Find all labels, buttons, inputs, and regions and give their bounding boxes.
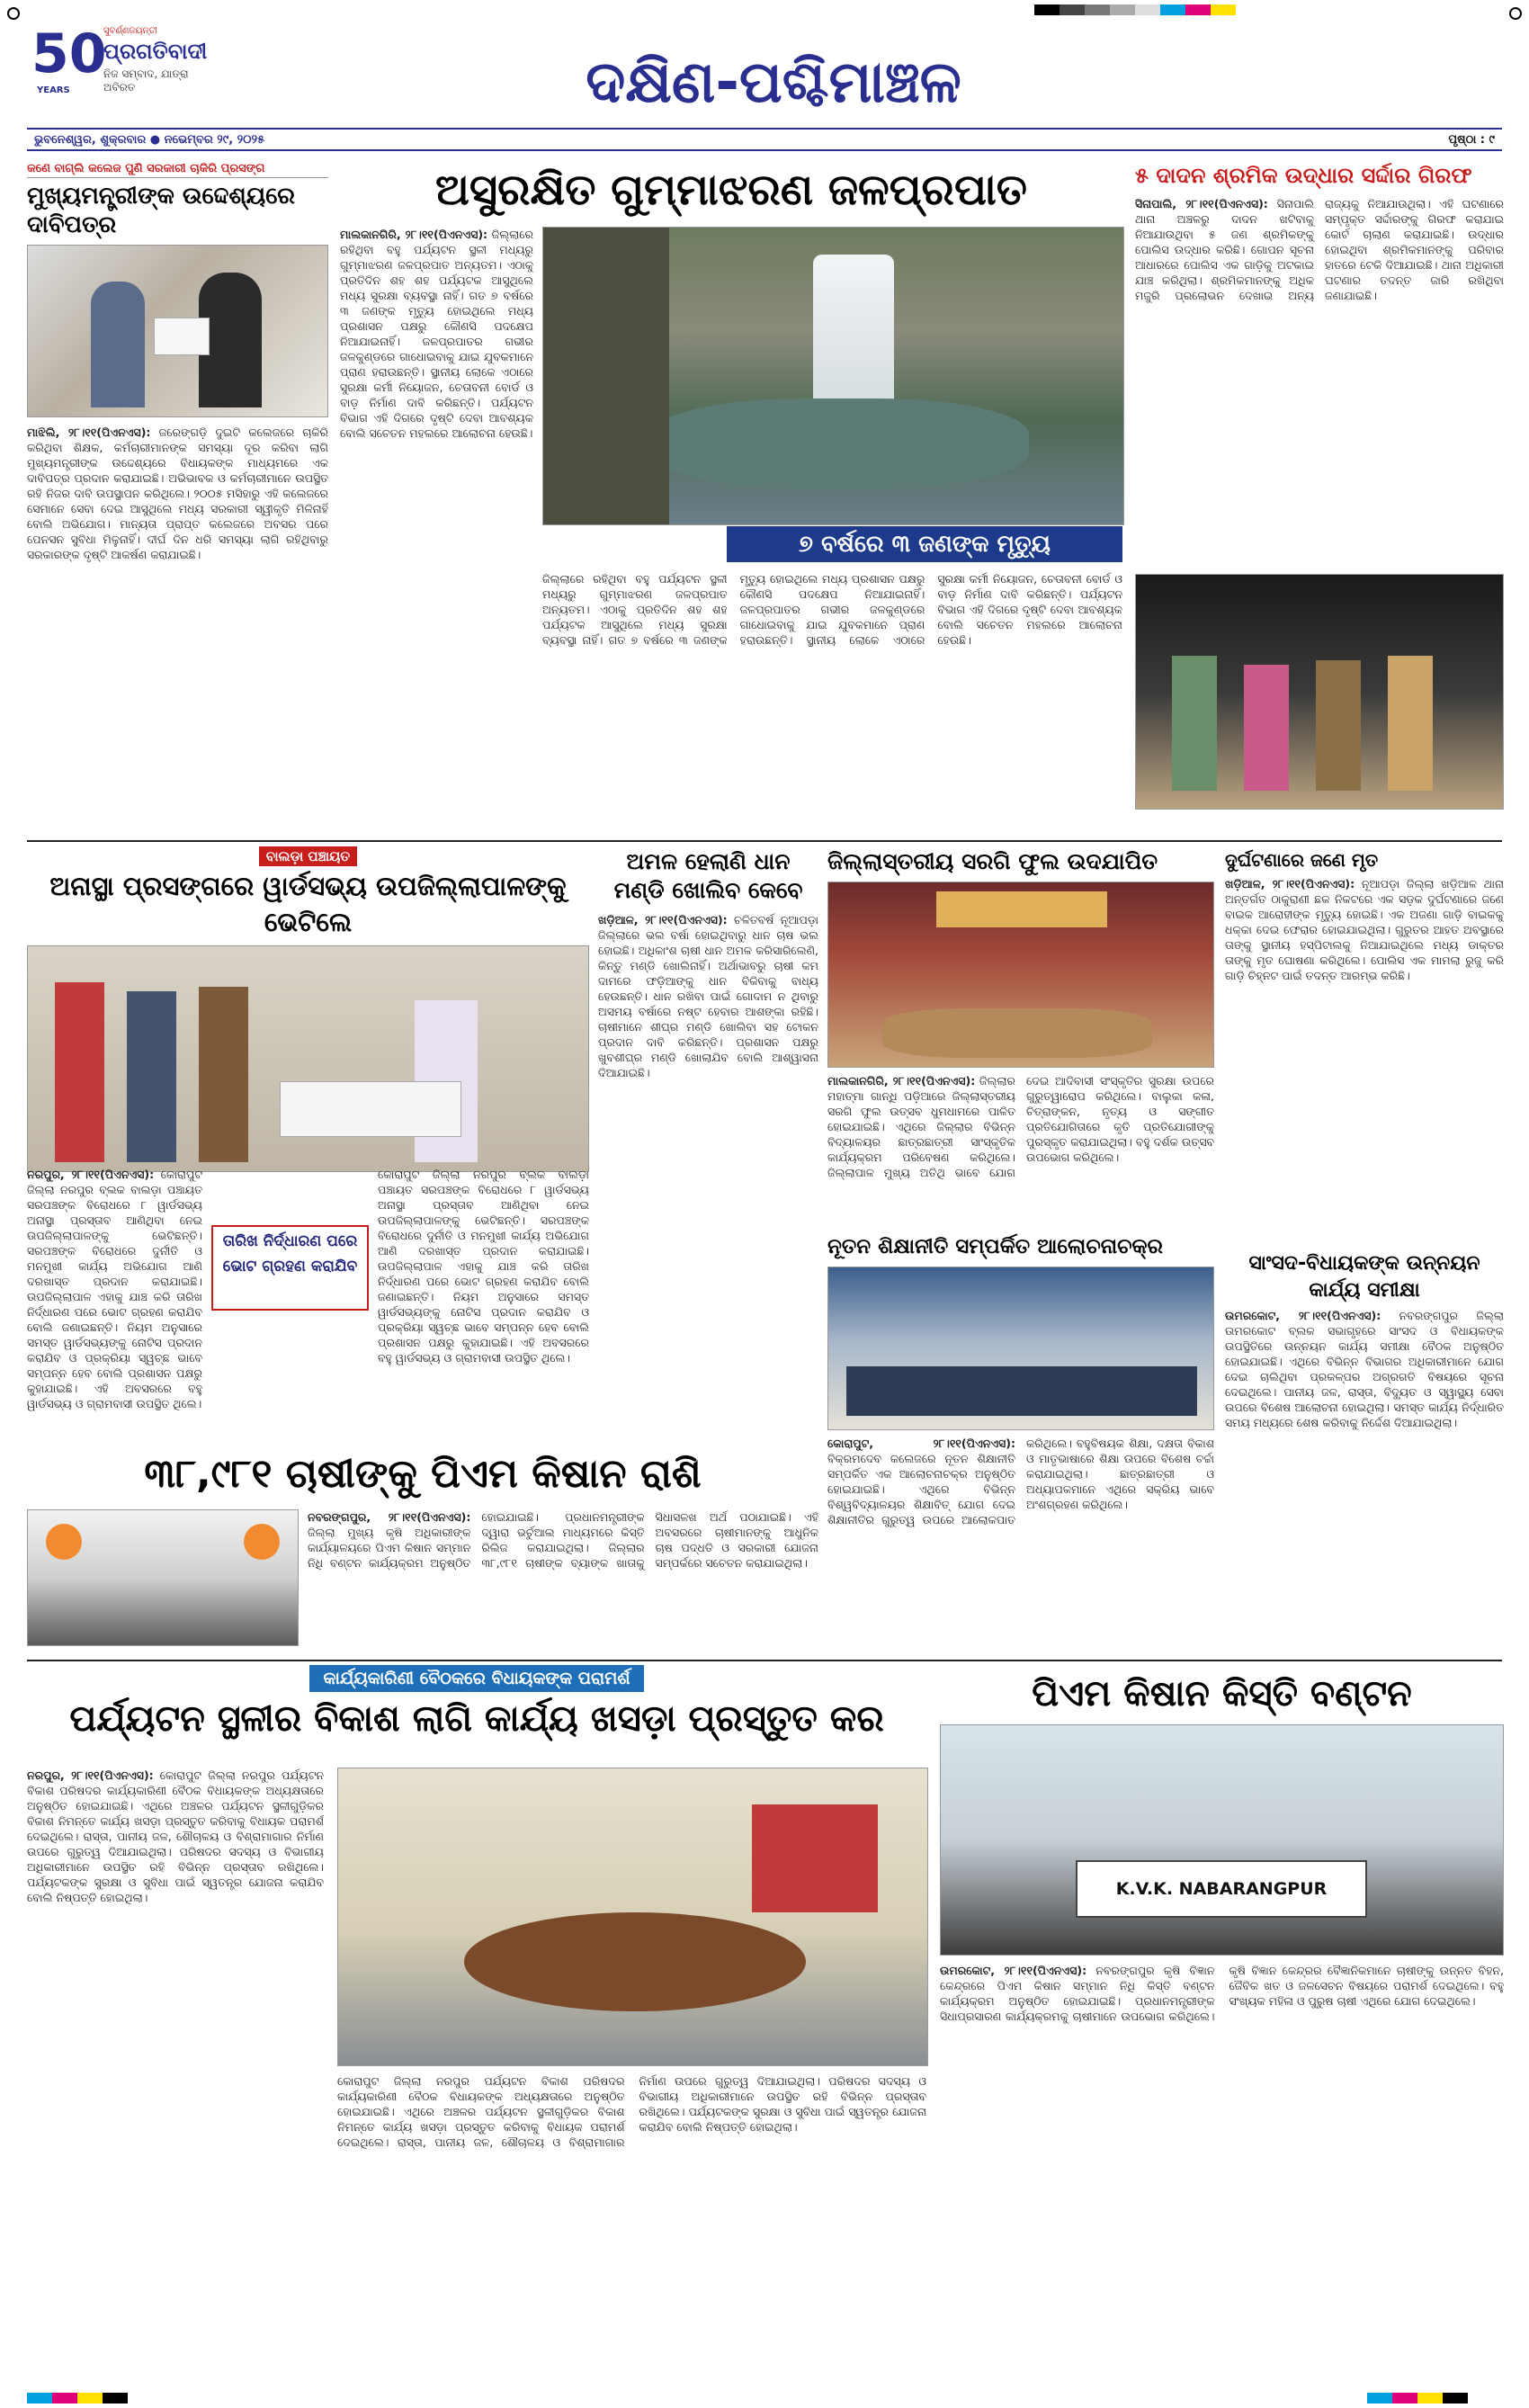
story-body-text: କୋରାପୁଟ ଜିଲ୍ଲା ନରପୁର ବ୍ଲକ ବାଲଡ଼ା ପଞ୍ଚାୟତ ସରପଞ୍ଚଙ୍କ ବିରୋଧରେ ୮ ୱାର୍ଡସଭ୍ୟ ଅନାସ୍ଥା ପ୍ରସ୍ତାବ ଆଣିଥିବା ନେଇ ଉପଜିଲ୍ଲାପାଳଙ୍କୁ ଭେଟିଛନ୍ତି। ସରପଞ୍ଚଙ୍କ ବିରୋଧରେ ଦୁର୍ନୀତି ଓ ମନମୁଖୀ କାର୍ଯ୍ୟ ଅଭିଯୋଗ ଆଣି ଦରଖାସ୍ତ ପ୍ରଦାନ କରାଯାଇଛି। ଉପଜିଲ୍ଲାପାଳ ଏହାକୁ ଯାଞ୍ଚ କରି ତାରିଖ ନିର୍ଦ୍ଧାରଣ ପରେ ଭୋଟ ଗ୍ରହଣ କରାଯିବ ବୋଲି ଜଣାଇଛନ୍ତି। ନିୟମ ଅନୁସାରେ ସମସ୍ତ ୱାର୍ଡସଭ୍ୟଙ୍କୁ ନୋଟିସ ପ୍ରଦାନ କରାଯିବ ଓ ପ୍ରକ୍ରିୟା ସ୍ୱଚ୍ଛ ଭାବେ ସମ୍ପନ୍ନ ହେବ ବୋଲି ପ୍ରଶାସନ ପକ୍ଷରୁ କୁହାଯାଇଛି। ଏହି ଅବସରରେ ବହୁ ୱାର୍ଡସଭ୍ୟ ଓ ଗ୍ରାମବାସୀ ଉପସ୍ଥିତ ଥିଲେ। [378, 1168, 589, 1365]
story-dateline: ଉମରକୋଟ, ୨୮।୧୧(ପିଏନଏସ): [1225, 1309, 1381, 1322]
kisan-event-photo [27, 1509, 299, 1646]
anniversary-number: 50 [31, 22, 107, 85]
story-sargi-festival [827, 847, 1214, 1225]
color-bar [1367, 2393, 1468, 2404]
section-title: ଦକ୍ଷିଣ-ପଶ୍ଚିମାଞ୍ଚଳ [586, 49, 961, 116]
masthead-logo [31, 22, 220, 126]
anniversary-text: ସୁବର୍ଣ୍ଣଜୟନ୍ତୀ [103, 26, 157, 36]
story-review [1225, 1250, 1504, 1610]
story-headline: ଦୁର୍ଘଟଣାରେ ଜଣେ ମୃତ [1225, 849, 1379, 871]
edition-strip [27, 128, 1502, 151]
story-body: ଜିଲ୍ଲାରେ ରହିଥିବା ବହୁ ପର୍ଯ୍ୟଟନ ସ୍ଥଳୀ ମଧ୍ୟରୁ ଗୁମ୍ମାଝରଣ ଜଳପ୍ରପାତ ଅନ୍ୟତମ। ଏଠାକୁ ପ୍ରତିଦିନ ଶହ ଶହ ପର୍ଯ୍ୟଟକ ଆସୁଥିଲେ ମଧ୍ୟ ସୁରକ୍ଷା ବ୍ୟବସ୍ଥା ନାହିଁ। ଗତ ୭ ବର୍ଷରେ ୩ ଜଣଙ୍କ ମୃତ୍ୟୁ ହୋଇଥିଲେ ମଧ୍ୟ ପ୍ରଶାସନ ପକ୍ଷରୁ କୌଣସି ପଦକ୍ଷେପ ନିଆଯାଇନାହିଁ। ଜଳପ୍ରପାତର ଗଭୀର ଜଳକୁଣ୍ଡରେ ଗାଧୋଇବାକୁ ଯାଇ ଯୁବକମାନେ ପ୍ରାଣ ହରାଉଛନ୍ତି। ସ୍ଥାନୀୟ ଲୋକେ ଏଠାରେ ସୁରକ୍ଷା କର୍ମୀ ନିୟୋଜନ, ଚେତାବନୀ ବୋର୍ଡ ଓ ବାଡ଼ ନିର୍ମାଣ ଦାବି କରିଛନ୍ତି। ପର୍ଯ୍ୟଟନ ବିଭାଗ ଏହି ଦିଗରେ ଦୃଷ୍ଟି ଦେବା ଆବଶ୍ୟକ ବୋଲି ସଚେତନ ମହଲରେ ଆଲୋଚନା ହେଉଛି। [340, 228, 533, 440]
story-dateline: କୋରାପୁଟ, ୨୮।୧୧(ପିଏନଏସ): [827, 1437, 1015, 1450]
story-education [827, 1232, 1214, 1610]
story-dateline: ସିନାପାଲି, ୨୮।୧୧(ପିଏନଏସ): [1135, 197, 1268, 210]
story-body: କୋରାପୁଟ ଜିଲ୍ଲା ନରପୁର ପର୍ଯ୍ୟଟନ ବିକାଶ ପରିଷଦର କାର୍ଯ୍ୟକାରିଣୀ ବୈଠକ ବିଧାୟକଙ୍କ ଅଧ୍ୟକ୍ଷତାରେ ଅନୁଷ୍ଠିତ ହୋଇଯାଇଛି। ଏଥିରେ ଅଞ୍ଚଳର ପର୍ଯ୍ୟଟନ ସ୍ଥଳୀଗୁଡ଼ିକର ବିକାଶ ନିମନ୍ତେ କାର୍ଯ୍ୟ ଖସଡ଼ା ପ୍ରସ୍ତୁତ କରିବାକୁ ବିଧାୟକ ପରାମର୍ଶ ଦେଇଥିଲେ। ରାସ୍ତା, ପାନୀୟ ଜଳ, ଶୌଚାଳୟ ଓ ବିଶ୍ରାମାଗାର ନିର୍ମାଣ ଉପରେ ଗୁରୁତ୍ୱ ଦିଆଯାଇଥିଲା। ପରିଷଦର ସଦସ୍ୟ ଓ ବିଭାଗୀୟ ଅଧିକାରୀମାନେ ଉପସ୍ଥିତ ରହି ବିଭିନ୍ନ ପ୍ରସ୍ତାବ ରଖିଥିଲେ। ପର୍ଯ୍ୟଟକଙ୍କ ସୁରକ୍ଷା ଓ ସୁବିଧା ପାଇଁ ସ୍ୱତନ୍ତ୍ର ଯୋଜନା କରାଯିବ ବୋଲି ନିଷ୍ପତ୍ତି ହୋଇଥିଲା। [27, 1768, 324, 1904]
registration-mark [7, 7, 20, 20]
story-headline: ପର୍ଯ୍ୟଟନ ସ୍ଥଳୀର ବିକାଶ ଲାଗି କାର୍ଯ୍ୟ ଖସଡ଼ା ପ୍ରସ୍ତୁତ କର [69, 1698, 884, 1740]
color-bar [27, 2393, 128, 2404]
story-dateline: ଖଡ଼ିଆଳ, ୨୮।୧୧(ପିଏନଏସ): [1225, 877, 1355, 891]
story-headline: ପିଏମ କିଷାନ କିସ୍ତି ବଣ୍ଟନ [1032, 1673, 1412, 1714]
story-dateline: ଖଡ଼ିଆଳ, ୨୮।୧୧(ପିଏନଏସ): [598, 913, 728, 926]
story-headline: ସାଂସଦ-ବିଧାୟକଙ୍କ ଉନ୍ନୟନ କାର୍ଯ୍ୟ ସମୀକ୍ଷା [1248, 1252, 1480, 1302]
memorandum-photo [27, 245, 328, 417]
story-paddy [598, 847, 818, 1441]
tagline: ନିଜ ସମ୍ବାଦ, ଯାତ୍ରା ଅବିରତ [103, 67, 189, 94]
kvk-photo [940, 1724, 1504, 1956]
waterfall-photo [542, 227, 1124, 525]
story-body-continued [378, 1167, 589, 1437]
story-dateline: ନରପୁର, ୨୮।୧୧(ପିଏନଏସ): [27, 1168, 155, 1181]
photo-caption: ୭ ବର୍ଷରେ ୩ ଜଣଙ୍କ ମୃତ୍ୟୁ [727, 526, 1122, 562]
edition-line: ଭୁବନେଶ୍ୱର, ଶୁକ୍ରବାର ● ନଭେମ୍ବର ୨୯, ୨୦୨୫ [34, 133, 265, 147]
story-headline: ଅସୁରକ୍ଷିତ ଗୁମ୍ମାଝରଣ ଜଳପ୍ରପାତ [434, 165, 1028, 215]
story-kicker: ବାଲଡ଼ା ପଞ୍ଚାୟତ [259, 846, 357, 866]
tourism-meeting-photo [337, 1768, 928, 2066]
labourers-photo [1135, 574, 1504, 810]
story-kisan-distribution [940, 1669, 1504, 2388]
story-body: ନୂଆପଡ଼ା ଜିଲ୍ଲା ଖଡ଼ିଆଳ ଥାନା ଅନ୍ତର୍ଗତ ଠାକୁରାଣୀ ଛକ ନିକଟରେ ଏକ ସଡ଼କ ଦୁର୍ଘଟଣାରେ ଜଣେ ବାଇକ ଆରୋହୀଙ୍କ ମୃତ୍ୟୁ ହୋଇଛି। ଏକ ଅଜଣା ଗାଡ଼ି ବାଇକକୁ ଧକ୍କା ଦେଇ ଫେରାର ହୋଇଯାଇଥିଲା। ଗୁରୁତର ଆହତ ଅବସ୍ଥାରେ ତାଙ୍କୁ ସ୍ଥାନୀୟ ହସ୍ପିଟାଲକୁ ନିଆଯାଇଥିଲେ ମଧ୍ୟ ଡାକ୍ତର ତାଙ୍କୁ ମୃତ ଘୋଷଣା କରିଥିଲେ। ପୋଲିସ ଏକ ମାମଲା ରୁଜୁ କରି ଗାଡ଼ି ଚିହ୍ନଟ ପାଇଁ ତଦନ୍ତ ଆରମ୍ଭ କରିଛି। [1225, 877, 1504, 982]
story-headline: ଜିଲ୍ଲାସ୍ତରୀୟ ସରଗି ଫୁଲ ଉଦଯାପିତ [827, 848, 1158, 874]
story-body-text: କୋରାପୁଟ ଜିଲ୍ଲା ନରପୁର ପର୍ଯ୍ୟଟନ ବିକାଶ ପରିଷଦର କାର୍ଯ୍ୟକାରିଣୀ ବୈଠକ ବିଧାୟକଙ୍କ ଅଧ୍ୟକ୍ଷତାରେ ଅନୁଷ୍ଠିତ ହୋଇଯାଇଛି। ଏଥିରେ ଅଞ୍ଚଳର ପର୍ଯ୍ୟଟନ ସ୍ଥଳୀଗୁଡ଼ିକର ବିକାଶ ନିମନ୍ତେ କାର୍ଯ୍ୟ ଖସଡ଼ା ପ୍ରସ୍ତୁତ କରିବାକୁ ବିଧାୟକ ପରାମର୍ଶ ଦେଇଥିଲେ। ରାସ୍ତା, ପାନୀୟ ଜଳ, ଶୌଚାଳୟ ଓ ବିଶ୍ରାମାଗାର ନିର୍ମାଣ ଉପରେ ଗୁରୁତ୍ୱ ଦିଆଯାଇଥିଲା। ପରିଷଦର ସଦସ୍ୟ ଓ ବିଭାଗୀୟ ଅଧିକାରୀମାନେ ଉପସ୍ଥିତ ରହି ବିଭିନ୍ନ ପ୍ରସ୍ତାବ ରଖିଥିଲେ। ପର୍ଯ୍ୟଟକଙ୍କ ସୁରକ୍ଷା ଓ ସୁବିଧା ପାଇଁ ସ୍ୱତନ୍ତ୍ର ଯୋଜନା କରାଯିବ ବୋଲି ନିଷ୍ପତ୍ତି ହୋଇଥିଲା। [337, 2074, 926, 2149]
story-dateline: ନବରଙ୍ଗପୁର, ୨୮।୧୧(ପିଏନଏସ): [308, 1510, 471, 1524]
story-body: ଚଳିତବର୍ଷ ନୂଆପଡ଼ା ଜିଲ୍ଲାରେ ଭଲ ବର୍ଷା ହୋଇଥିବାରୁ ଧାନ ଚାଷ ଭଲ ହୋଇଛି। ଅଧିକାଂଶ ଚାଷୀ ଧାନ ଅମଳ କରିସାରିଲେଣି, କିନ୍ତୁ ମଣ୍ଡି ଖୋଲିନାହିଁ। ଅର୍ଥାଭାବରୁ ଚାଷୀ କମ ଦାମରେ ଫଡ଼ିଆଙ୍କୁ ଧାନ ବିକିବାକୁ ବାଧ୍ୟ ହେଉଛନ୍ତି। ଧାନ ରଖିବା ପାଇଁ ଗୋଦାମ ନ ଥିବାରୁ ଅସମୟ ବର୍ଷାରେ ନଷ୍ଟ ହେବାର ଆଶଙ୍କା ରହିଛି। ଚାଷୀମାନେ ଶୀଘ୍ର ମଣ୍ଡି ଖୋଲିବା ସହ ଟୋକନ ପ୍ରଦାନ ଦାବି କରିଛନ୍ତି। ପ୍ରଶାସନ ପକ୍ଷରୁ ଖୁବଶୀଘ୍ର ମଣ୍ଡି ଖୋଲାଯିବ ବୋଲି ଆଶ୍ୱାସନା ଦିଆଯାଇଛି। [598, 913, 818, 1079]
story-labourers [1135, 162, 1504, 837]
story-body: ବିକ୍ରମଦେବ କଲେଜରେ ନୂତନ ଶିକ୍ଷାନୀତି ସମ୍ପର୍କିତ ଏକ ଆଲୋଚନାଚକ୍ର ଅନୁଷ୍ଠିତ ହୋଇଯାଇଛି। ଏଥିରେ ବିଭିନ୍ନ ବିଶ୍ୱବିଦ୍ୟାଳୟର ଶିକ୍ଷାବିତ୍ ଯୋଗ ଦେଇ ଶିକ୍ଷାନୀତିର ଗୁରୁତ୍ୱ ଉପରେ ଆଲୋକପାତ କରିଥିଲେ। ବହୁବିଷୟକ ଶିକ୍ଷା, ଦକ୍ଷତା ବିକାଶ ଓ ମାତୃଭାଷାରେ ଶିକ୍ଷା ଉପରେ ବିଶେଷ ଚର୍ଚ୍ଚା କରାଯାଇଥିଲା। ଛାତ୍ରଛାତ୍ରୀ ଓ ଅଧ୍ୟାପକମାନେ ଏଥିରେ ସକ୍ରିୟ ଭାବେ ଅଂଶଗ୍ରହଣ କରିଥିଲେ। [827, 1437, 1214, 1526]
kvk-banner: K.V.K. NABARANGPUR [1076, 1860, 1367, 1918]
paper-name: ପ୍ରଗତିବାଦୀ [103, 39, 208, 64]
story-body: ଜିଲ୍ଲାର ମହାତ୍ମା ଗାନ୍ଧି ପଡ଼ିଆରେ ଜିଲ୍ଲାସ୍ତରୀୟ ସରଗି ଫୁଲ ଉତ୍ସବ ଧୁମଧାମରେ ପାଳିତ ହୋଇଯାଇଛି। ଏଥିରେ ଜିଲ୍ଲାର ବିଭିନ୍ନ ବିଦ୍ୟାଳୟର ଛାତ୍ରଛାତ୍ରୀ ସାଂସ୍କୃତିକ କାର୍ଯ୍ୟକ୍ରମ ପରିବେଷଣ କରିଥିଲେ। ଜିଲ୍ଲାପାଳ ମୁଖ୍ୟ ଅତିଥି ଭାବେ ଯୋଗ ଦେଇ ଆଦିବାସୀ ସଂସ୍କୃତିର ସୁରକ୍ଷା ଉପରେ ଗୁରୁତ୍ୱାରୋପ କରିଥିଲେ। ବାଲୁକା କଳା, ଚିତ୍ରାଙ୍କନ, ନୃତ୍ୟ ଓ ସଙ୍ଗୀତ ପ୍ରତିଯୋଗିତାରେ କୃତି ପ୍ରତିଯୋଗୀଙ୍କୁ ପୁରସ୍କୃତ କରାଯାଇଥିଲା। ବହୁ ଦର୍ଶକ ଉତ୍ସବ ଉପଭୋଗ କରିଥିଲେ। [827, 1074, 1214, 1179]
story-pm-kisan-farmers [27, 1448, 818, 1651]
years-label: YEARS [37, 85, 70, 95]
story-body: ନବରଙ୍ଗପୁର ଜିଲ୍ଲା ଉମରକୋଟ ବ୍ଲକ ସଭାଗୃହରେ ସାଂସଦ ଓ ବିଧାୟକଙ୍କ ଉପସ୍ଥିତିରେ ଉନ୍ନୟନ କାର୍ଯ୍ୟ ସମୀକ୍ଷା ବୈଠକ ଅନୁଷ୍ଠିତ ହୋଇଯାଇଛି। ଏଥିରେ ବିଭିନ୍ନ ବିଭାଗର ଅଧିକାରୀମାନେ ଯୋଗ ଦେଇ ଚାଲିଥିବା ପ୍ରକଳ୍ପର ଅଗ୍ରଗତି ବିଷୟରେ ସୂଚନା ଦେଇଥିଲେ। ପାନୀୟ ଜଳ, ରାସ୍ତା, ବିଦ୍ୟୁତ ଓ ସ୍ୱାସ୍ଥ୍ୟ ସେବା ଉପରେ ବିଶେଷ ଆଲୋଚନା ହୋଇଥିଲା। ସମସ୍ତ କାର୍ଯ୍ୟ ନିର୍ଦ୍ଧାରିତ ସମୟ ମଧ୍ୟରେ ଶେଷ କରିବାକୁ ନିର୍ଦ୍ଦେଶ ଦିଆଯାଇଥିଲା। [1225, 1309, 1504, 1429]
section-divider [27, 840, 1502, 842]
story-tourism [27, 1669, 926, 2388]
story-body: ଜିଲ୍ଲା ମୁଖ୍ୟ କୃଷି ଅଧିକାରୀଙ୍କ କାର୍ଯ୍ୟାଳୟରେ ପିଏମ କିଷାନ ସମ୍ମାନ ନିଧି ବଣ୍ଟନ କାର୍ଯ୍ୟକ୍ରମ ଅନୁଷ୍ଠିତ ହୋଇଯାଇଛି। ପ୍ରଧାନମନ୍ତ୍ରୀଙ୍କ ଦ୍ୱାରା ଭର୍ଚୁଆଲ ମାଧ୍ୟମରେ କିସ୍ତି ରିଲିଜ କରାଯାଇଥିଲା। ଜିଲ୍ଲାର ୩୮,୯୮୧ ଚାଷୀଙ୍କ ବ୍ୟାଙ୍କ ଖାତାକୁ ସିଧାସଳଖ ଅର୍ଥ ପଠାଯାଇଛି। ଏହି ଅବସରରେ ଚାଷୀମାନଙ୍କୁ ଆଧୁନିକ ଚାଷ ପଦ୍ଧତି ଓ ସରକାରୀ ଯୋଜନା ସମ୍ପର୍କରେ ସଚେତନ କରାଯାଇଥିଲା। [308, 1510, 818, 1570]
section-divider [27, 1660, 1502, 1661]
story-dateline: ମାଲକାନଗିରି, ୨୮।୧୧(ପିଏନଏସ): [340, 228, 488, 241]
story-body: ସିନାପାଲି ଥାନା ଅଞ୍ଚଳରୁ ଦାଦନ ଖଟିବାକୁ ନିଆଯାଉଥିବା ୫ ଜଣ ଶ୍ରମିକଙ୍କୁ ପୋଲିସ ଉଦ୍ଧାର କରିଛି। ଗୋପନ ସୂଚନା ଆଧାରରେ ପୋଲିସ ଏକ ଗାଡ଼ିକୁ ଅଟକାଇ ଯାଞ୍ଚ କରିଥିଲା। ଶ୍ରମିକମାନଙ୍କୁ ଅଧିକ ମଜୁରି ପ୍ରଲୋଭନ ଦେଖାଇ ଅନ୍ୟ ରାଜ୍ୟକୁ ନିଆଯାଉଥିଲା। ଏହି ଘଟଣାରେ ସମ୍ପୃକ୍ତ ସର୍ଦ୍ଦାରଙ୍କୁ ଗିରଫ କରାଯାଇ କୋର୍ଟ ଚାଲାଣ କରାଯାଇଛି। ଉଦ୍ଧାର ହୋଇଥିବା ଶ୍ରମିକମାନଙ୍କୁ ପରିବାର ହାତରେ ଟେକି ଦିଆଯାଇଛି। ଥାନା ଅଧିକାରୀ ଘଟଣାର ତଦନ୍ତ ଜାରି ରଖିଥିବା ଜଣାଯାଇଛି। [1135, 197, 1504, 302]
story-waterfall [340, 162, 1122, 828]
story-dateline: ନରପୁର, ୨୮।୧୧(ପିଏନଏସ): [27, 1768, 154, 1782]
story-memorandum [27, 162, 328, 837]
story-headline: ନୂତନ ଶିକ୍ଷାନୀତି ସମ୍ପର୍କିତ ଆଲୋଚନାଚକ୍ର [827, 1235, 1163, 1258]
story-dateline: ମାଝିଲି, ୨୮।୧୧(ପିଏନଏସ): [27, 425, 151, 439]
registration-mark [1509, 7, 1522, 20]
story-body: କୋରାପୁଟ ଜିଲ୍ଲା ନରପୁର ବ୍ଲକ ବାଲଡ଼ା ପଞ୍ଚାୟତ ସରପଞ୍ଚଙ୍କ ବିରୋଧରେ ୮ ୱାର୍ଡସଭ୍ୟ ଅନାସ୍ଥା ପ୍ରସ୍ତାବ ଆଣିଥିବା ନେଇ ଉପଜିଲ୍ଲାପାଳଙ୍କୁ ଭେଟିଛନ୍ତି। ସରପଞ୍ଚଙ୍କ ବିରୋଧରେ ଦୁର୍ନୀତି ଓ ମନମୁଖୀ କାର୍ଯ୍ୟ ଅଭିଯୋଗ ଆଣି ଦରଖାସ୍ତ ପ୍ରଦାନ କରାଯାଇଛି। ଉପଜିଲ୍ଲାପାଳ ଏହାକୁ ଯାଞ୍ଚ କରି ତାରିଖ ନିର୍ଦ୍ଧାରଣ ପରେ ଭୋଟ ଗ୍ରହଣ କରାଯିବ ବୋଲି ଜଣାଇଛନ୍ତି। ନିୟମ ଅନୁସାରେ ସମସ୍ତ ୱାର୍ଡସଭ୍ୟଙ୍କୁ ନୋଟିସ ପ୍ରଦାନ କରାଯିବ ଓ ପ୍ରକ୍ରିୟା ସ୍ୱଚ୍ଛ ଭାବେ ସମ୍ପନ୍ନ ହେବ ବୋଲି ପ୍ରଶାସନ ପକ୍ଷରୁ କୁହାଯାଇଛି। ଏହି ଅବସରରେ ବହୁ ୱାର୍ଡସଭ୍ୟ ଓ ଗ୍ରାମବାସୀ ଉପସ୍ଥିତ ଥିଲେ। [27, 1168, 202, 1410]
color-bar [1034, 4, 1236, 15]
story-no-confidence [27, 847, 589, 1441]
festival-photo [827, 882, 1214, 1068]
story-kicker: କଣେ ବାଗ୍ଲି କଲେଜ ପୁଣି ସରକାରୀ ଚାକିରି ପ୍ରସଙ୍ଗ [27, 162, 328, 178]
story-dateline: ଉମରକୋଟ, ୨୮।୧୧(ପିଏନଏସ): [940, 1964, 1087, 1977]
story-body-continued [337, 2073, 926, 2379]
story-headline: ୫ ଦାଦନ ଶ୍ରମିକ ଉଦ୍ଧାର ସର୍ଦ୍ଦାର ଗିରଫ [1135, 163, 1472, 188]
story-body-continued [542, 571, 1122, 823]
story-accident [1225, 847, 1504, 1243]
story-headline: ୩୮,୯୮୧ ଚାଷୀଙ୍କୁ ପିଏମ କିଷାନ ରାଶି [144, 1451, 702, 1497]
story-body: ନବରଙ୍ଗପୁର କୃଷି ବିଜ୍ଞାନ କେନ୍ଦ୍ରରେ ପିଏମ କିଷାନ ସମ୍ମାନ ନିଧି କିସ୍ତି ବଣ୍ଟନ କାର୍ଯ୍ୟକ୍ରମ ଅନୁଷ୍ଠିତ ହୋଇଯାଇଛି। ପ୍ରଧାନମନ୍ତ୍ରୀଙ୍କ ସିଧାପ୍ରସାରଣ କାର୍ଯ୍ୟକ୍ରମକୁ ଚାଷୀମାନେ ଉପଭୋଗ କରିଥିଲେ। କୃଷି ବିଜ୍ଞାନ କେନ୍ଦ୍ରର ବୈଜ୍ଞାନିକମାନେ ଚାଷୀଙ୍କୁ ଉନ୍ନତ ବିହନ, ଜୈବିକ ଖତ ଓ ଜଳସେଚନ ବିଷୟରେ ପରାମର୍ଶ ଦେଇଥିଲେ। ବହୁ ସଂଖ୍ୟକ ମହିଳା ଓ ପୁରୁଷ ଚାଷୀ ଏଥିରେ ଯୋଗ ଦେଇଥିଲେ। [940, 1964, 1504, 2023]
sidebar-box: ତାରିଖ ନିର୍ଦ୍ଧାରଣ ପରେ ଭୋଟ ଗ୍ରହଣ କରାଯିବ [211, 1225, 369, 1311]
story-dateline: ମାଲକାନଗିରି, ୨୮।୧୧(ପିଏନଏସ): [827, 1074, 976, 1088]
seminar-photo [827, 1267, 1214, 1430]
story-headline: ମୁଖ୍ୟମନ୍ତ୍ରୀଙ୍କ ଉଦ୍ଦେଶ୍ୟରେ ଦାବିପତ୍ର [27, 183, 295, 238]
story-body: ଜରେଙ୍ଗଡ଼ି ଦୁଇଟି କଲେଜରେ ଚାକିରି କରିଥିବା ଶିକ୍ଷକ, କର୍ମଚାରୀମାନଙ୍କ ସମସ୍ୟା ଦୂର କରିବା ଲାଗି ମୁଖ୍ୟମନ୍ତ୍ରୀଙ୍କ ଉଦ୍ଦେଶ୍ୟରେ ବିଧାୟକଙ୍କ ମାଧ୍ୟମରେ ଏକ ଦାବିପତ୍ର ପ୍ରଦାନ କରାଯାଇଛି। ଅଭିଭାବକ ଓ କର୍ମଚାରୀମାନେ ଉପସ୍ଥିତ ରହି ନିଜର ଦାବି ଉପସ୍ଥାପନ କରିଥିଲେ। ୨୦୦୫ ମସିହାରୁ ଏହି କଲେଜରେ ସେମାନେ ସେବା ଦେଇ ଆସୁଥିଲେ ମଧ୍ୟ ସରକାରୀ ସ୍ୱୀକୃତି ମିଳିନାହିଁ ବୋଲି ଅଭିଯୋଗ। ମାନ୍ୟତା ପ୍ରାପ୍ତ କଲେଜରେ ଅବସର ପରେ ପେନସନ ସୁବିଧା ମିଳୁନାହିଁ। ଦୀର୍ଘ ଦିନ ଧରି ସମସ୍ୟା ଲାଗି ରହିଥିବାରୁ ସରକାରଙ୍କ ଦୃଷ୍ଟି ଆକର୍ଷଣ କରାଯାଇଛି। [27, 425, 328, 561]
story-headline: ଅମଳ ହେଲାଣି ଧାନ ମଣ୍ଡି ଖୋଲିବ କେବେ [613, 848, 803, 903]
story-headline: ଅନାସ୍ଥା ପ୍ରସଙ୍ଗରେ ୱାର୍ଡସଭ୍ୟ ଉପଜିଲ୍ଲାପାଳଙ୍କୁ ଭେଟିଲେ [49, 871, 567, 937]
page-number: ପୃଷ୍ଠା : ୯ [1448, 133, 1495, 147]
story-body-text: ଜିଲ୍ଲାରେ ରହିଥିବା ବହୁ ପର୍ଯ୍ୟଟନ ସ୍ଥଳୀ ମଧ୍ୟରୁ ଗୁମ୍ମାଝରଣ ଜଳପ୍ରପାତ ଅନ୍ୟତମ। ଏଠାକୁ ପ୍ରତିଦିନ ଶହ ଶହ ପର୍ଯ୍ୟଟକ ଆସୁଥିଲେ ମଧ୍ୟ ସୁରକ୍ଷା ବ୍ୟବସ୍ଥା ନାହିଁ। ଗତ ୭ ବର୍ଷରେ ୩ ଜଣଙ୍କ ମୃତ୍ୟୁ ହୋଇଥିଲେ ମଧ୍ୟ ପ୍ରଶାସନ ପକ୍ଷରୁ କୌଣସି ପଦକ୍ଷେପ ନିଆଯାଇନାହିଁ। ଜଳପ୍ରପାତର ଗଭୀର ଜଳକୁଣ୍ଡରେ ଗାଧୋଇବାକୁ ଯାଇ ଯୁବକମାନେ ପ୍ରାଣ ହରାଉଛନ୍ତି। ସ୍ଥାନୀୟ ଲୋକେ ଏଠାରେ ସୁରକ୍ଷା କର୍ମୀ ନିୟୋଜନ, ଚେତାବନୀ ବୋର୍ଡ ଓ ବାଡ଼ ନିର୍ମାଣ ଦାବି କରିଛନ୍ତି। ପର୍ଯ୍ୟଟନ ବିଭାଗ ଏହି ଦିଗରେ ଦୃଷ୍ଟି ଦେବା ଆବଶ୍ୟକ ବୋଲି ସଚେତନ ମହଲରେ ଆଲୋଚନା ହେଉଛି। [542, 572, 1122, 647]
story-kicker: କାର୍ଯ୍ୟକାରିଣୀ ବୈଠକରେ ବିଧାୟକଙ୍କ ପରାମର୍ଶ [309, 1665, 645, 1692]
meeting-photo [27, 945, 589, 1172]
